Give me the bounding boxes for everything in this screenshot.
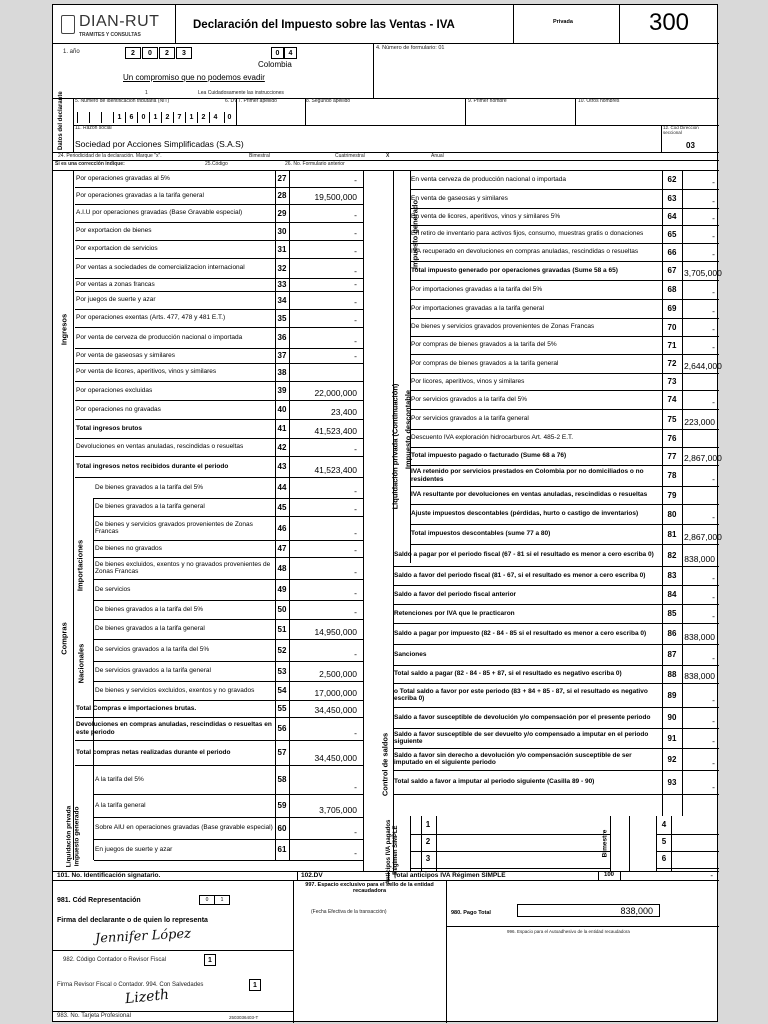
right-row-number: 83 (667, 571, 677, 580)
right-row-number: 75 (667, 414, 677, 424)
left-row-number: 57 (277, 748, 287, 757)
right-row-number: 87 (667, 650, 677, 659)
left-row-value[interactable]: - (354, 782, 357, 792)
left-row-label: Devoluciones en compras anuladas, rescindidas o resueltas en este periodo (76, 721, 272, 736)
periodo-digit[interactable]: 0 (271, 47, 284, 59)
left-row-number: 60 (277, 823, 287, 833)
total-anticipos-value[interactable]: - (710, 871, 713, 880)
left-row-label: Por venta de gaseosas y similares (76, 351, 175, 359)
right-row-label: En retiro de inventario para activos fijos, consumo, muestras gratis o donaciones (411, 230, 644, 238)
right-row-label: Saldo a pagar por el periodo fiscal (67 - 81 si el resultado es menor a cero escriba 0) (394, 551, 654, 559)
form-300 (52, 4, 722, 1022)
right-row-value[interactable] (684, 435, 715, 447)
right-row-label: Total impuesto pagado o facturado (Sume 68 a 76) (411, 452, 567, 460)
right-row-value[interactable]: - (712, 716, 715, 726)
nit-digit[interactable] (89, 112, 101, 123)
right-row-label: Por compras de bienes gravados a la tarifa general (411, 359, 559, 367)
left-row-number: 27 (277, 174, 287, 183)
right-row-number: 92 (667, 754, 677, 764)
nit-digit[interactable]: 1 (185, 112, 197, 123)
right-row-label: Total impuesto generado por operaciones gravadas (Sume 58 a 65) (411, 266, 618, 274)
left-row-number: 40 (277, 405, 287, 414)
left-row-label: De bienes gravados a la tarifa del 5% (95, 483, 204, 491)
codigo-label: 25.Código (205, 161, 228, 167)
right-row-number: 65 (667, 229, 677, 239)
left-row-number: 53 (277, 666, 287, 676)
razon-social[interactable]: Sociedad por Acciones Simplificadas (S.A.S) (75, 139, 244, 149)
datos-declarante-label: Datos del declarante (58, 91, 64, 150)
left-row-number: 39 (277, 386, 287, 395)
right-row-label: Saldo a favor del periodo fiscal anterior (394, 590, 517, 598)
left-row-number: 31 (277, 244, 287, 254)
right-row-value[interactable]: 838,000 (684, 632, 715, 642)
left-row-label: De servicios gravados a la tarifa general (95, 667, 211, 675)
right-row-value[interactable] (684, 378, 715, 390)
anticipos-section-label: Anticipos IVA pagados - Régimen SIMPLE (386, 819, 399, 885)
right-row-value[interactable]: - (712, 758, 715, 768)
left-row-value[interactable]: 41,523,400 (314, 465, 357, 475)
nit-digit[interactable]: 1 (113, 112, 125, 123)
salvedades-box[interactable]: 1 (249, 979, 261, 991)
espacio-sello-label: 997. Espacio exclusivo para el sello de la entidad recaudadora (305, 882, 434, 894)
nit-digit[interactable]: 7 (173, 112, 185, 123)
right-row-value[interactable]: 838,000 (684, 554, 715, 564)
right-row-value[interactable]: - (712, 342, 715, 352)
left-row-label: Por exportacion de servicios (76, 245, 158, 253)
instructions-number: 1 (145, 90, 148, 96)
left-row-value[interactable]: - (354, 649, 357, 659)
year-digit[interactable]: 0 (142, 47, 158, 59)
left-row-value[interactable]: - (354, 827, 357, 837)
left-row-number: 51 (277, 624, 287, 634)
left-row-value[interactable]: - (354, 504, 357, 514)
right-row-value[interactable]: - (712, 695, 715, 705)
anticipo-row-number: 3 (425, 854, 431, 863)
nit-label: 5. Número de identificación tributaria (NIT) (75, 98, 170, 104)
left-row-value[interactable]: - (354, 528, 357, 538)
right-row-value[interactable]: - (712, 736, 715, 746)
right-row-value[interactable]: 223,000 (684, 417, 715, 427)
right-row-label: De bienes y servicios gravados provenientes de Zonas Francas (411, 323, 595, 331)
left-row-number: 37 (277, 351, 287, 360)
left-row-number: 55 (277, 704, 287, 713)
left-row-number: 38 (277, 367, 287, 377)
right-row-number: 82 (667, 550, 677, 560)
right-row-value[interactable]: 838,000 (684, 671, 715, 681)
right-row-number: 80 (667, 509, 677, 519)
right-row-number: 89 (667, 690, 677, 700)
signature-revisor: Lizeth (124, 986, 170, 1008)
left-row-label: Por operaciones exentas (Arts. 477, 478 y 481 E.T.) (76, 314, 226, 322)
left-row-value[interactable]: - (354, 279, 357, 289)
left-row-value[interactable]: 22,000,000 (314, 388, 357, 398)
bimestre-row-number: 5 (661, 837, 667, 846)
left-row-label: De bienes gravados a la tarifa general (95, 625, 205, 633)
impuesto-descontable-section-label: Impuesto descontable (403, 389, 413, 470)
left-row-value[interactable]: 34,450,000 (314, 705, 357, 715)
left-row-value[interactable]: 2,500,000 (319, 669, 357, 679)
left-row-value[interactable]: - (354, 297, 357, 307)
right-row-label: Retenciones por IVA que le practicaron (394, 609, 515, 617)
left-row-value[interactable]: - (354, 444, 357, 454)
right-row-label: Saldo a pagar por impuesto (82 - 84 - 85 si el resultado es menor a cero escriba 0) (394, 629, 647, 637)
right-row-label: Ajuste impuestos descontables (pérdidas, hurto o castigo de inventarios) (411, 510, 639, 518)
left-row-value[interactable]: - (354, 336, 357, 346)
bimestre-section-label: Bimestre (601, 829, 609, 858)
left-row-value[interactable]: 3,705,000 (319, 805, 357, 815)
right-row-label: Saldo a favor susceptible de ser devuelto y/o compensado a imputar en el periodo siguiente (394, 730, 649, 745)
right-row-label: En venta de gaseosas y similares (411, 194, 508, 202)
direccion-value[interactable]: 03 (686, 141, 695, 150)
right-row-label: Por importaciones gravadas a la tarifa general (411, 304, 544, 312)
right-row-label: o Total saldo a favor por este periodo (83 + 84 + 85 - 87, si el resultado es negativo escriba 0) (394, 687, 648, 702)
left-row-label: De bienes gravados a la tarifa del 5% (95, 605, 204, 613)
left-row-number: 58 (277, 775, 287, 784)
tarjeta-value[interactable]: 2503036403-T (229, 1015, 259, 1020)
signatario-label: 101. No. Identificación signatario. (57, 872, 161, 879)
left-row-number: 36 (277, 333, 287, 342)
formulario-anterior-label: 26. No. Formulario anterior (285, 161, 345, 167)
right-row-label: En venta de licores, aperitivos, vinos y similares 5% (411, 212, 561, 220)
left-row-value[interactable]: 19,500,000 (314, 192, 357, 202)
left-row-label: Por operaciones gravadas al 5% (76, 174, 170, 182)
left-row-number: 52 (277, 645, 287, 655)
left-row-number: 45 (277, 502, 287, 512)
bimestre-row-number: 4 (661, 820, 667, 829)
left-row-value[interactable]: - (354, 728, 357, 738)
right-row-value[interactable]: 2,867,000 (684, 453, 722, 463)
left-row-number: 30 (277, 226, 287, 236)
revisor-label: Firma Revisor Fiscal o Contador. 994. Con Salvedades (57, 982, 204, 988)
left-row-label: De bienes y servicios excluidos, exentos y no gravados (95, 686, 255, 694)
country: Colombia (258, 60, 292, 69)
right-row-value[interactable]: - (712, 177, 715, 187)
left-row-label: A la tarifa general (95, 801, 146, 809)
left-row-label: Por venta de cerveza de producción nacional o importada (76, 333, 243, 341)
right-row-value[interactable] (684, 492, 715, 504)
left-row-number: 29 (277, 208, 287, 218)
importaciones-section-label: Importaciones (75, 539, 85, 592)
left-row-label: Por ventas a zonas francas (76, 280, 155, 288)
left-row-label: En juegos de suerte y azar (95, 845, 173, 853)
liq-privada-section-label: Liquidación privada impuesto generado (65, 805, 80, 868)
right-row-value[interactable]: - (712, 782, 715, 792)
cuatrimestral-option[interactable]: Cuatrimestral (335, 153, 365, 159)
right-row-number: 93 (667, 777, 677, 787)
right-row-label: Saldo a favor sin derecho a devolución y/o compensación susceptible de ser imputado en el siguiente periodo (394, 751, 632, 766)
left-row-value[interactable]: - (354, 545, 357, 555)
right-row-number: 86 (667, 629, 677, 638)
form-title: Declaración del Impuesto sobre las Ventas - IVA (193, 19, 455, 31)
anticipo-row-number: 2 (425, 837, 431, 846)
right-row-value[interactable]: - (712, 196, 715, 206)
signatario-dv-label: 102.DV (301, 872, 323, 879)
right-row-number: 91 (667, 733, 677, 743)
left-row-value[interactable]: - (354, 210, 357, 220)
right-row-label: Sanciones (394, 650, 427, 658)
right-row-label: IVA resultante por devoluciones en ventas anuladas, rescindidas o resueltas (411, 491, 648, 499)
left-row-number: 44 (277, 483, 287, 492)
pago-total-label: 980. Pago Total (451, 910, 491, 916)
right-row-label: Total saldo a pagar (82 - 84 - 85 + 87, si el resultado es negativo escriba 0) (394, 670, 622, 678)
left-row-number: 50 (277, 605, 287, 614)
segundo-apellido-label: 8. Segundo apellido (306, 98, 351, 104)
year-digit[interactable]: 3 (176, 47, 192, 59)
right-row-number: 79 (667, 490, 677, 500)
total-anticipos-label: Total anticipos IVA Régimen SIMPLE (393, 872, 506, 879)
left-row-value[interactable]: - (354, 848, 357, 858)
dian-logo (61, 13, 171, 43)
right-row-number: 68 (667, 285, 677, 294)
right-row-label: Saldo a favor susceptible de devolución y/o compensación por el presente periodo (394, 713, 651, 721)
right-row-value[interactable]: 3,705,000 (684, 268, 722, 278)
left-row-value[interactable]: - (354, 607, 357, 617)
right-row-number: 90 (667, 713, 677, 722)
fecha-label: (Fecha Efectiva de la transacción) (311, 909, 387, 915)
left-row-number: 43 (277, 462, 287, 471)
representacion-box-1[interactable]: 0 (199, 895, 215, 905)
right-row-number: 88 (667, 669, 677, 679)
primer-nombre-label: 9. Primer nombre (468, 98, 507, 104)
left-row-label: De bienes no gravados (95, 544, 162, 552)
left-row-label: A la tarifa del 5% (95, 775, 144, 783)
right-row-value[interactable]: - (712, 474, 715, 484)
left-row-label: Por operaciones no gravadas (76, 405, 161, 413)
right-row-value[interactable]: - (712, 397, 715, 407)
privada-label: Privada (553, 19, 573, 25)
total-anticipos-num: 100 (603, 872, 614, 878)
right-row-number: 76 (667, 433, 677, 443)
right-row-number: 70 (667, 322, 677, 332)
left-row-number: 61 (277, 845, 287, 854)
razon-social-label: 11. Razón social (75, 125, 112, 131)
form-number: 300 (648, 9, 690, 36)
left-row-number: 28 (277, 191, 287, 200)
nit-digit[interactable]: 2 (197, 112, 209, 123)
nit-digit[interactable]: 1 (149, 112, 161, 123)
left-row-label: Por exportacion de bienes (76, 227, 152, 235)
right-row-number: 78 (667, 471, 677, 480)
right-row-value[interactable]: - (712, 306, 715, 316)
left-row-value[interactable]: 34,450,000 (314, 753, 357, 763)
left-row-value[interactable]: - (354, 315, 357, 325)
right-row-value[interactable]: - (712, 324, 715, 334)
left-row-label: Por ventas a sociedades de comercializacion internacional (76, 264, 245, 272)
nit-digit[interactable]: 6 (125, 112, 137, 123)
primer-apellido-label: 7. Primer apellido (238, 98, 277, 104)
left-row-label: Por venta de licores, aperitivos, vinos y similares (76, 368, 217, 376)
left-row-value[interactable]: 17,000,000 (314, 688, 357, 698)
right-row-label: IVA recuperado en devoluciones en compras anuladas, rescindidas o resueltas (411, 248, 639, 256)
left-row-label: Por operaciones excluidas (76, 386, 153, 394)
left-row-label: De bienes y servicios gravados provenientes de Zonas Francas (95, 520, 253, 535)
right-row-value[interactable]: - (712, 611, 715, 621)
right-row-value[interactable]: - (712, 573, 715, 583)
right-row-number: 67 (667, 266, 677, 275)
right-row-number: 71 (667, 340, 677, 350)
right-row-number: 84 (667, 590, 677, 599)
representacion-label: 981. Cód Representación (57, 897, 141, 904)
nit-digit[interactable]: 0 (137, 112, 149, 123)
nit-digit[interactable]: 2 (161, 112, 173, 123)
right-row-number: 63 (667, 194, 677, 203)
left-row-label: Total ingresos netos recibidos durante el periodo (76, 462, 229, 470)
left-row-number: 34 (277, 295, 287, 305)
left-row-number: 46 (277, 523, 287, 533)
right-row-label: Descuento IVA exploración hidrocarburos Art. 485-2 E.T. (411, 434, 574, 442)
left-row-number: 32 (277, 263, 287, 273)
bimestral-option[interactable]: Bimestral (249, 153, 270, 159)
otros-nombres-label: 10. Otros nombres (578, 98, 620, 104)
ingresos-section-label: Ingresos (59, 313, 69, 346)
left-row-label: De bienes excluidos, exentos y no gravados provenientes de Zonas Francas (95, 560, 271, 575)
right-row-label: Total impuestos descontables (sume 77 a 80) (411, 530, 551, 538)
right-row-label: Por servicios gravados a la tarifa del 5% (411, 395, 527, 403)
pago-total-value[interactable]: 838,000 (517, 904, 660, 917)
right-row-number: 64 (667, 212, 677, 221)
right-row-label: En venta cerveza de producción nacional o importada (411, 175, 567, 183)
contador-box[interactable]: 1 (204, 954, 216, 966)
right-row-number: 73 (667, 377, 677, 386)
firma-declarante-label: Firma del declarante o de quien lo representa (57, 917, 208, 924)
left-row-number: 35 (277, 313, 287, 323)
left-row-number: 56 (277, 724, 287, 733)
nit-digit[interactable] (101, 112, 113, 123)
left-row-label: De servicios (95, 585, 131, 593)
periodicidad-label: 24. Periodicidad de la declaración. Marque "x". (58, 153, 162, 159)
left-row-value[interactable]: 41,523,400 (314, 426, 357, 436)
left-row-label: Devoluciones en ventas anuladas, rescindidas o resueltas (76, 443, 244, 451)
anio-label: 1. año (63, 49, 80, 55)
right-row-number: 81 (667, 529, 677, 539)
left-row-value[interactable] (291, 369, 357, 381)
bimestre-row-number: 6 (661, 854, 667, 863)
left-row-number: 59 (277, 801, 287, 810)
right-row-value[interactable]: - (712, 512, 715, 522)
nit-digit[interactable]: 4 (209, 112, 221, 123)
left-row-number: 54 (277, 686, 287, 695)
contador-label: 982. Código Contador o Revisor Fiscal (63, 957, 167, 963)
left-row-number: 33 (277, 280, 287, 289)
right-row-label: Saldo a favor del periodo fiscal (81 - 67, si el resultado es menor a cero escriba 0) (394, 571, 646, 579)
left-row-number: 49 (277, 585, 287, 594)
right-row-value[interactable]: - (712, 231, 715, 241)
right-row-number: 77 (667, 451, 677, 461)
motto: Un compromiso que no podemos evadir (123, 73, 265, 82)
right-row-label: Por importaciones gravadas a la tarifa del 5% (411, 285, 543, 293)
left-row-value[interactable]: - (354, 351, 357, 361)
right-row-value[interactable]: 2,867,000 (684, 532, 722, 542)
liq-continuacion-section-label: Liquidación privada (Continuación) (390, 383, 400, 510)
right-row-label: Por compras de bienes gravados a la tarifa del 5% (411, 341, 557, 349)
right-row-value[interactable]: 2,644,000 (684, 361, 722, 371)
periodo-digit[interactable]: 4 (284, 47, 297, 59)
left-row-label: Total ingresos brutos (76, 424, 142, 432)
control-saldos-section-label: Control de saldos (380, 732, 390, 797)
autoadhesivo-label: 996. Espacio para el Autoadhesivo de la entidad recaudadora (507, 929, 630, 934)
logo-main-text: DIAN-RUT (79, 13, 160, 30)
tarjeta-label: 983. No. Tarjeta Profesional (57, 1013, 131, 1019)
direccion-label: 12. Cód Dirección seccional (663, 125, 699, 135)
numero-formulario-label: 4. Número de formulario: 01 (376, 45, 445, 51)
left-row-value[interactable]: - (354, 175, 357, 185)
left-row-label: Por operaciones gravadas a la tarifa general (76, 191, 204, 199)
left-row-value[interactable]: 14,950,000 (314, 627, 357, 637)
right-row-label: Total saldo a favor a imputar al periodo siguiente (Casilla 89 - 90) (394, 778, 595, 786)
left-row-value[interactable]: - (354, 228, 357, 238)
right-row-label: Por servicios gravados a la tarifa general (411, 415, 529, 423)
left-row-label: Total Compras e importaciones brutas. (76, 704, 197, 712)
right-row-number: 69 (667, 304, 677, 313)
right-row-number: 62 (667, 175, 677, 184)
document-icon (61, 15, 75, 34)
logo-sub-text: TRAMITES Y CONSULTAS (79, 32, 141, 38)
dv-field[interactable]: 0 (224, 112, 234, 123)
impuesto-generado-section-label: Impuesto generado (410, 199, 420, 270)
left-row-number: 48 (277, 563, 287, 573)
left-row-value[interactable]: - (354, 486, 357, 496)
right-row-value[interactable]: - (712, 592, 715, 602)
left-row-label: De bienes gravados a la tarifa general (95, 503, 205, 511)
left-row-label: A.I.U por operaciones gravadas (Base Gravable especial) (76, 209, 243, 217)
right-row-value[interactable]: - (712, 653, 715, 663)
nit-digit[interactable] (77, 112, 89, 123)
cuatrimestral-mark: X (386, 153, 390, 159)
right-row-number: 85 (667, 609, 677, 618)
left-row-number: 47 (277, 544, 287, 553)
left-row-value[interactable]: - (354, 266, 357, 276)
right-row-value[interactable]: - (712, 213, 715, 223)
right-row-label: Por licores, aperitivos, vinos y similares (411, 377, 525, 385)
year-digit[interactable]: 2 (159, 47, 175, 59)
left-row-value[interactable]: - (354, 567, 357, 577)
left-row-label: Total compras netas realizadas durante el periodo (76, 748, 231, 756)
right-row-value[interactable]: - (712, 287, 715, 297)
year-digit[interactable]: 2 (125, 47, 141, 59)
left-row-number: 42 (277, 442, 287, 452)
left-row-value[interactable]: 23,400 (331, 407, 357, 417)
nacionales-section-label: Nacionales (76, 643, 86, 684)
right-row-value[interactable]: - (712, 249, 715, 259)
right-row-label: IVA retenido por servicios prestados en Colombia por no domiciliados o no residentes (411, 468, 644, 483)
instructions: Lea Cuidadosamente las instrucciones (198, 90, 284, 96)
dv-label: 6. DV (225, 98, 238, 104)
left-row-value[interactable]: - (354, 246, 357, 256)
anual-option[interactable]: Anual (431, 153, 444, 159)
correccion-label: Si es una corrección indique: (55, 161, 125, 167)
anticipo-row-number: 1 (425, 820, 431, 829)
compras-section-label: Compras (59, 622, 69, 655)
left-row-label: Por juegos de suerte y azar (76, 296, 156, 304)
right-row-number: 66 (667, 247, 677, 257)
right-row-number: 72 (667, 359, 677, 368)
left-row-number: 41 (277, 424, 287, 433)
representacion-box-2[interactable]: 1 (214, 895, 230, 905)
left-row-label: De servicios gravados a la tarifa del 5% (95, 646, 210, 654)
signature-declarante: Jennifer López (94, 926, 192, 947)
right-row-number: 74 (667, 395, 677, 404)
left-row-value[interactable]: - (354, 588, 357, 598)
left-row-label: Sobre AIU en operaciones gravadas (Base gravable especial) (95, 824, 273, 832)
